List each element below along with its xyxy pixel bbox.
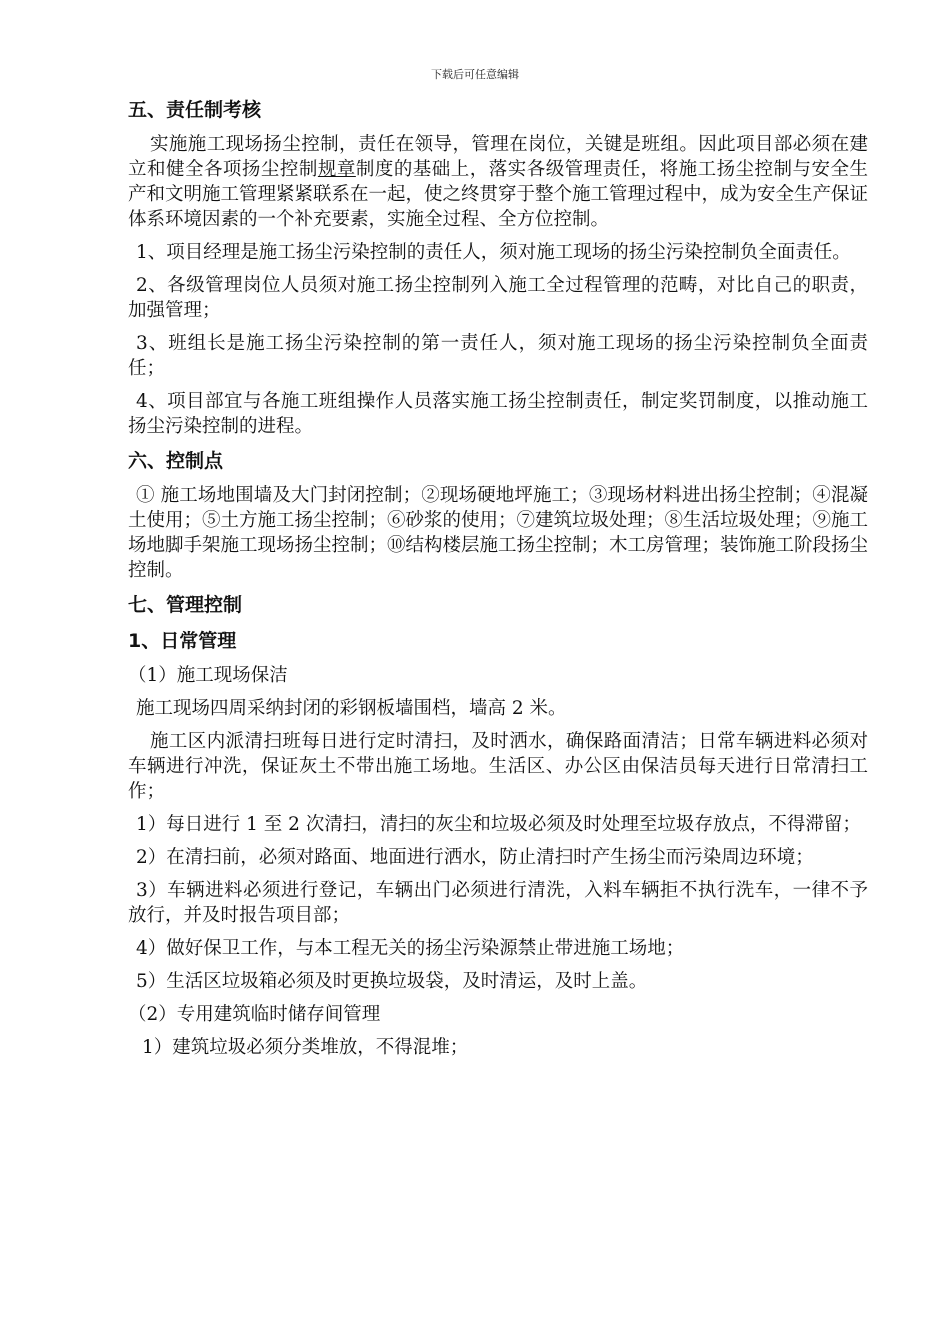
section-5-intro <box>128 132 868 232</box>
subsection-1-para-a: 施工现场四周采纳封闭的彩钢板墙围档，墙高 2 米。 <box>136 698 567 719</box>
section-5-heading: 五、责任制考核 <box>128 99 262 121</box>
header-note: 下载后可任意编辑 <box>431 68 519 81</box>
subsection-1-item-1: 1）每日进行 1 至 2 次清扫，清扫的灰尘和垃圾必须及时处理至垃圾存放点，不得滞留； <box>136 814 861 835</box>
subsection-1-para-b: 施工区内派清扫班每日进行定时清扫，及时洒水，确保路面清洁；日常车辆进料必须对车辆进行冲洗，保证灰土不带出施工场地。生活区、办公区由保洁员每天进行日常清扫工作； <box>128 731 868 802</box>
subsection-1-item-2: 2）在清扫前，必须对路面、地面进行洒水，防止清扫时产生扬尘而污染周边环境； <box>136 847 814 868</box>
section-5-item-2: 2、各级管理岗位人员须对施工扬尘控制列入施工全过程管理的范畴，对比自己的职责，加强管理； <box>128 275 868 321</box>
subsection-1-item-5: 5）生活区垃圾箱必须及时更换垃圾袋，及时清运，及时上盖。 <box>136 971 648 992</box>
section-7-heading: 七、管理控制 <box>128 594 243 616</box>
subsection-1-item-4: 4）做好保卫工作，与本工程无关的扬尘污染源禁止带进施工场地； <box>136 938 685 959</box>
section-5-item-1: 1、项目经理是施工扬尘污染控制的责任人，须对施工现场的扬尘污染控制负全面责任。 <box>136 242 851 263</box>
subsection-1-title: （1）施工现场保洁 <box>128 665 288 686</box>
subsection-1-item-3: 3）车辆进料必须进行登记，车辆出门必须进行清洗，入料车辆拒不执行洗车，一律不予放行，并及时报告项目部； <box>128 880 868 926</box>
section-6-heading: 六、控制点 <box>128 450 224 472</box>
intro-text-b: 制度的基础上，落实各级管理责任，将施工扬尘控制与安全生产和文明施工管理紧紧联系在一起，使之终贯穿于整个施工管理过程中，成为安全生产保证体系环境因素的一个补充要素，实施全过程、全方位控制。 <box>128 159 869 230</box>
intro-text-a: 实施施工现场扬尘控制，责任在领导，管理在岗位，关键是班组。因此项目部必须在建立和健全各项扬尘控制 <box>128 134 868 180</box>
subsection-2-title: （2）专用建筑临时储存间管理 <box>128 1004 381 1025</box>
section-7-subheading-1: 1、日常管理 <box>128 630 237 652</box>
section-5-item-4: 4、项目部宜与各施工班组操作人员落实施工扬尘控制责任，制定奖罚制度，以推动施工扬尘污染控制的进程。 <box>128 391 868 437</box>
section-5-item-3: 3、班组长是施工扬尘污染控制的第一责任人，须对施工现场的扬尘污染控制负全面责任； <box>128 333 868 379</box>
subsection-2-item-1: 1）建筑垃圾必须分类堆放，不得混堆； <box>142 1037 469 1058</box>
document-body <box>128 96 868 1068</box>
intro-underlined-word: 规章 <box>317 159 356 180</box>
section-6-body: ① 施工场地围墙及大门封闭控制；②现场硬地坪施工；③现场材料进出扬尘控制；④混凝土使用；⑤土方施工扬尘控制；⑥砂浆的使用；⑦建筑垃圾处理；⑧生活垃圾处理；⑨施工场地脚手架施工现场扬尘控制；⑩结构楼层施工扬尘控制；木工房管理；装饰施工阶段扬尘控制。 <box>128 485 869 581</box>
